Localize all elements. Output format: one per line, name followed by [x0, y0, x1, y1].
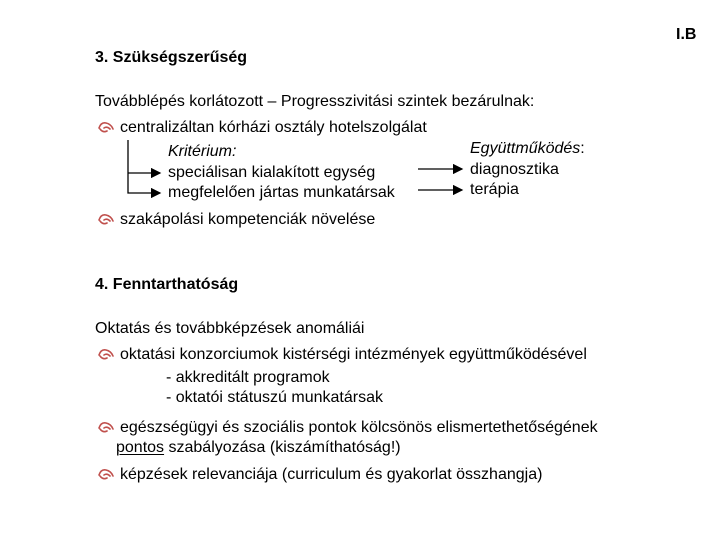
bullet-icon: [98, 120, 114, 134]
cooperation-item-1: diagnosztika: [470, 161, 559, 178]
cooperation-item-2: terápia: [470, 181, 519, 198]
section-3-bullet-1: centralizáltan kórházi osztály hotelszolgálat: [120, 119, 427, 136]
section-4-sub-item-1: - akkreditált programok: [166, 369, 330, 386]
section-4-intro: Oktatás és továbbképzések anomáliái: [95, 320, 365, 337]
section-4-bullet-2-line-1: egészségügyi és szociális pontok kölcsönös elismertethetőségének: [120, 419, 598, 436]
section-3-heading: 3. Szükségszerűség: [95, 49, 248, 66]
section-3-bullet-2: szakápolási kompetenciák növelése: [120, 211, 376, 228]
criteria-item-1: speciálisan kialakított egység: [168, 164, 376, 181]
bullet-icon: [98, 212, 114, 226]
cooperation-label: Együttműködés: [470, 140, 581, 157]
criteria-item-2: megfelelően jártas munkatársak: [168, 184, 395, 201]
bullet-icon: [98, 347, 114, 361]
section-4-bullet-1: oktatási konzorciumok kistérségi intézmények együttműködésével: [120, 346, 587, 363]
section-4-sub-item-2: - oktatói státuszú munkatársak: [166, 389, 383, 406]
cooperation-label-line: [470, 139, 585, 159]
slide-label: I.B: [676, 26, 697, 43]
section-4-bullet-3: képzések relevanciája (curriculum és gyakorlat összhangja): [120, 466, 543, 483]
bullet-icon: [98, 467, 114, 481]
section-4-heading: 4. Fenntarthatóság: [95, 276, 239, 293]
section-3-intro: Továbblépés korlátozott – Progresszivitási szintek bezárulnak:: [95, 93, 535, 110]
criteria-label: Kritérium:: [168, 143, 237, 160]
bullet-2-rest: szabályozása (kiszámíthatóság!): [164, 439, 401, 456]
section-4-bullet-2-line-2: [116, 438, 401, 458]
bullet-icon: [98, 420, 114, 434]
cooperation-colon: :: [580, 140, 585, 157]
underlined-word: pontos: [116, 439, 165, 456]
